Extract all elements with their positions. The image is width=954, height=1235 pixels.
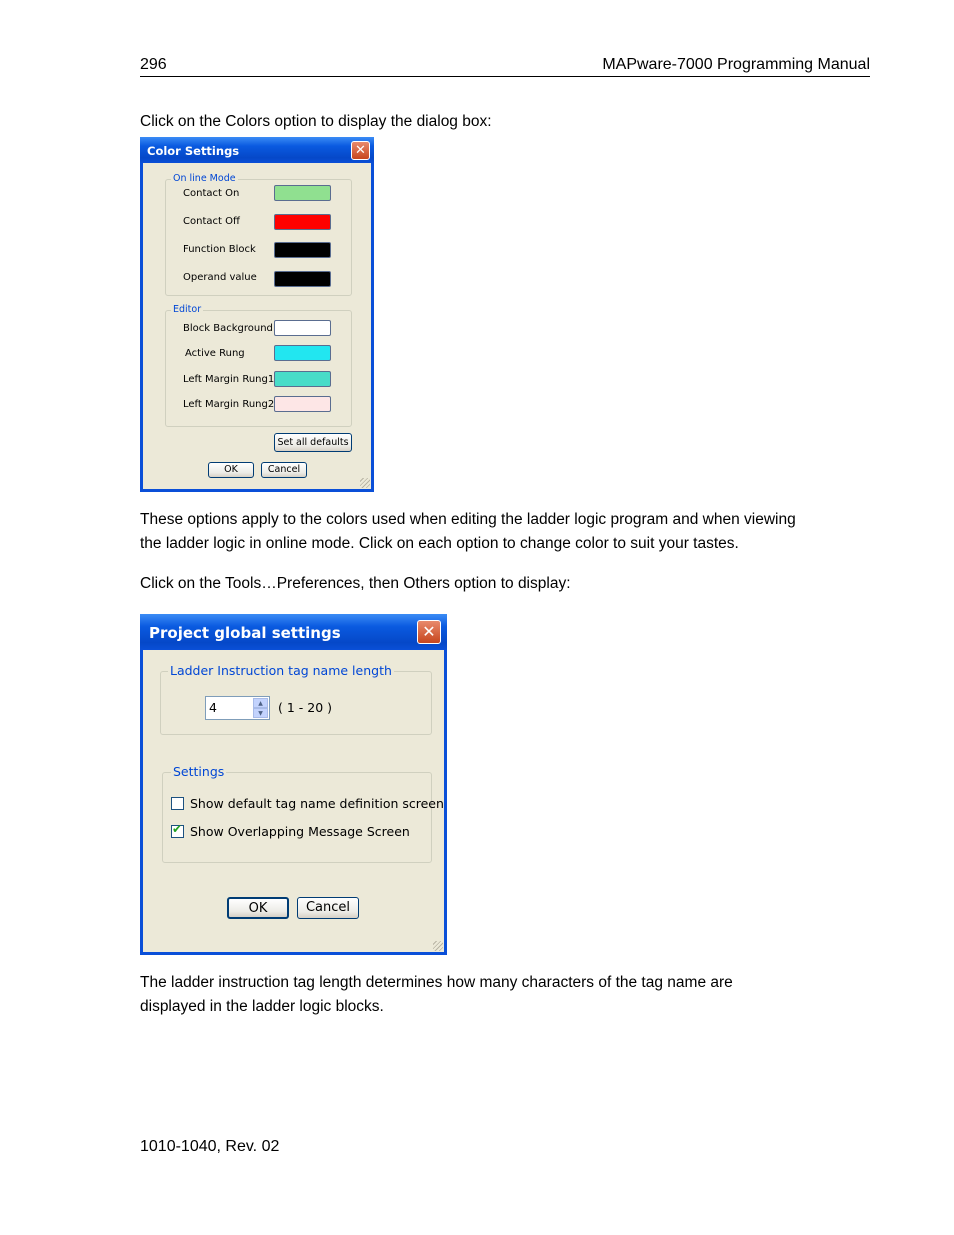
spinner-up-icon[interactable]: ▲ (253, 698, 268, 708)
checkmark-icon: ✔ (172, 822, 183, 836)
resize-grip[interactable] (433, 941, 443, 951)
project-dialog-title: Project global settings (149, 624, 341, 642)
tag-length-description-line2: displayed in the ladder logic blocks. (140, 998, 384, 1015)
cancel-button[interactable]: Cancel (261, 462, 307, 478)
contact-on-color-swatch[interactable] (274, 185, 331, 201)
tag-length-description-line1: The ladder instruction tag length determines how many characters of the tag name are (140, 974, 733, 991)
function-block-label: Function Block (183, 244, 256, 255)
show-default-tag-checkbox[interactable] (171, 797, 184, 810)
cancel-button[interactable]: Cancel (297, 897, 359, 919)
intro-paragraph: Click on the Colors option to display the dialog box: (140, 113, 492, 130)
block-background-label: Block Background (183, 323, 273, 334)
active-rung-color-swatch[interactable] (274, 345, 331, 361)
contact-off-color-swatch[interactable] (274, 214, 331, 230)
close-icon[interactable]: ✕ (351, 141, 370, 160)
close-icon[interactable]: ✕ (417, 620, 441, 644)
tag-length-label: Ladder Instruction tag name length (170, 663, 392, 678)
tag-length-input[interactable] (205, 696, 270, 720)
function-block-color-swatch[interactable] (274, 242, 331, 258)
page-number: 296 (140, 56, 167, 73)
colors-description-line1: These options apply to the colors used when editing the ladder logic program and when viewing (140, 511, 796, 528)
others-intro-paragraph: Click on the Tools…Preferences, then Others option to display: (140, 575, 571, 592)
show-overlapping-label: Show Overlapping Message Screen (190, 824, 410, 839)
contact-off-label: Contact Off (183, 216, 240, 227)
contact-on-label: Contact On (183, 188, 240, 199)
editor-label: Editor (173, 304, 202, 315)
operand-value-color-swatch[interactable] (274, 271, 331, 287)
project-dialog-titlebar (140, 614, 447, 650)
left-margin-rung2-label: Left Margin Rung2 (183, 399, 275, 410)
settings-group (162, 764, 432, 863)
color-dialog-titlebar (140, 137, 374, 163)
manual-title: MAPware-7000 Programming Manual (602, 56, 870, 73)
left-margin-rung1-label: Left Margin Rung1 (183, 374, 275, 385)
colors-description-line2: the ladder logic in online mode. Click on each option to change color to suit your tastes. (140, 535, 739, 552)
operand-value-label: Operand value (183, 272, 257, 283)
color-dialog-title: Color Settings (147, 144, 240, 158)
show-overlapping-checkbox[interactable] (171, 822, 184, 838)
page-header (140, 56, 870, 77)
left-margin-rung2-color-swatch[interactable] (274, 396, 331, 412)
online-mode-label: On line Mode (173, 173, 236, 184)
left-margin-rung1-color-swatch[interactable] (274, 371, 331, 387)
ok-button[interactable]: OK (208, 462, 254, 478)
ok-button[interactable]: OK (227, 897, 289, 919)
set-all-defaults-button[interactable]: Set all defaults (274, 433, 352, 452)
settings-label: Settings (173, 764, 225, 779)
show-default-tag-label: Show default tag name definition screen (190, 796, 444, 811)
color-settings-dialog (140, 137, 374, 492)
resize-grip[interactable] (360, 478, 370, 488)
tag-length-value: 4 (209, 700, 217, 715)
page-footer: 1010-1040, Rev. 02 (140, 1138, 280, 1155)
active-rung-label: Active Rung (185, 348, 245, 359)
block-background-color-swatch[interactable] (274, 320, 331, 336)
spinner-down-icon[interactable]: ▼ (253, 708, 268, 718)
project-global-settings-dialog (140, 614, 447, 955)
tag-length-range: ( 1 - 20 ) (278, 700, 333, 715)
